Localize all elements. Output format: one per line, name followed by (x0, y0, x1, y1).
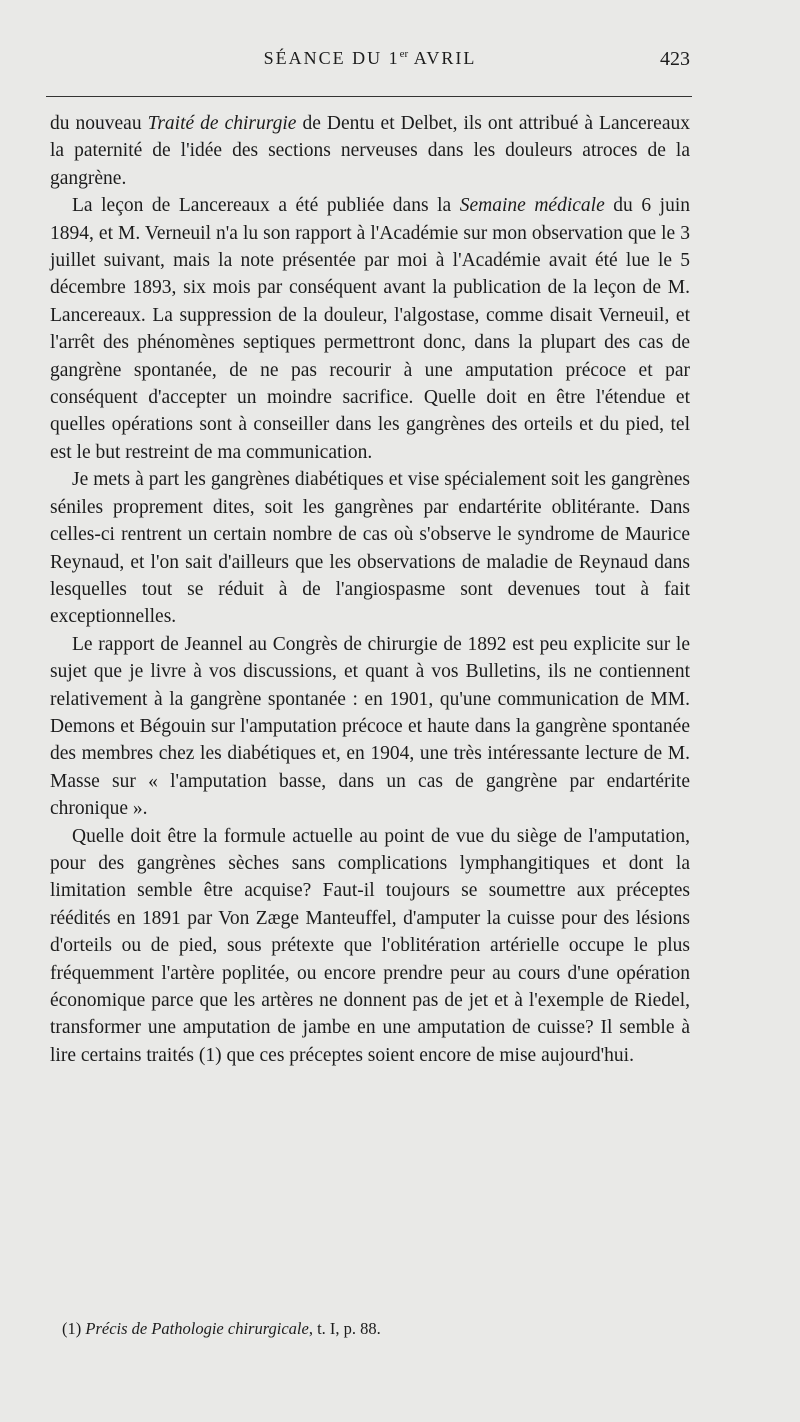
paragraph-1 (50, 110, 690, 192)
book-title-traite: Traité de chirurgie (147, 113, 297, 134)
running-head-month: AVRIL (408, 48, 477, 68)
paragraph-2-start: La leçon de Lancereaux a été publiée dans la (72, 195, 460, 217)
body-text (50, 110, 690, 1069)
running-head (50, 48, 690, 69)
header-rule (46, 96, 692, 97)
paragraph-2-end: du 6 juin 1894, et M. Verneuil n'a lu son rapport à l'Académie sur mon observation que le 3 juillet suivant, mais la note présentée par moi à l'Académie avait été lue le 5 décembre 1893, six mois par conséquent avant la publication de la leçon de M. Lancereaux. La suppression de la douleur, l'algostase, comme disait Verneuil, et l'arrêt des phénomènes septiques permettront donc, dans la plupart des cas de gangrène spontanée, de ne pas recourir à une amputation précoce et par conséquent d'accepter un moindre sacrifice. Quelle doit en être l'étendue et quelles opérations sont à conseiller dans les gangrènes des orteils et du pied, tel est le but restreint de ma communication. (50, 195, 690, 463)
page-number: 423 (660, 48, 690, 70)
footnote-reference: , t. I, p. 88. (308, 1319, 381, 1338)
paragraph-2 (50, 192, 690, 466)
running-head-superscript: er (399, 48, 409, 60)
footnote (62, 1318, 682, 1340)
footnote-marker: (1) (62, 1319, 86, 1338)
paragraph-1-start: du nouveau (50, 113, 148, 134)
journal-title-semaine: Semaine médicale (459, 195, 605, 217)
running-head-text: SÉANCE DU 1 (263, 48, 400, 68)
paragraph-3: Je mets à part les gangrènes diabétiques et vise spécialement soit les gangrènes séniles proprement dites, soit les gangrènes par endartérite oblitérante. Dans celles-ci rentrent un certain nombre de cas où s'observe le syndrome de Maurice Reynaud, et l'on sait d'ailleurs que les observations de maladie de Reynaud dans lesquelles tout se réduit à de l'angiospasme sont devenues tout à fait exceptionnelles. (50, 469, 690, 628)
footnote-book-title: Précis de Pathologie chirurgicale (85, 1319, 309, 1338)
page-header (50, 48, 690, 80)
paragraph-5: Quelle doit être la formule actuelle au point de vue du siège de l'amputation, pour des gangrènes sèches sans complications lymphangitiques et dont la limitation semble être acquise? Faut-il toujours se soumettre aux préceptes réédités en 1891 par Von Zæge Manteuffel, d'amputer la cuisse pour des lésions d'orteils ou de pied, sous prétexte que l'oblitération artérielle occupe le plus fréquemment l'artère poplitée, ou encore prendre peur au cours d'une opération économique parce que les artères ne donnent pas de jet et à l'exemple de Riedel, transformer une amputation de jambe en une amputation de cuisse? Il semble à lire certains traités (1) que ces préceptes soient encore de mise aujourd'hui. (50, 825, 690, 1066)
paragraph-1-end: de Dentu et Delbet, ils ont attribué à Lancereaux la paternité de l'idée des sections nerveuses dans les douleurs atroces de la gangrène. (50, 113, 690, 189)
paragraph-4: Le rapport de Jeannel au Congrès de chirurgie de 1892 est peu explicite sur le sujet que je livre à vos discussions, et quant à vos Bulletins, ils ne contiennent relativement à la gangrène spontanée : en 1901, qu'une communication de MM. Demons et Bégouin sur l'amputation précoce et haute dans la gangrène spontanée des membres chez les diabétiques et, en 1904, une très intéressante lecture de M. Masse sur « l'amputation basse, dans un cas de gangrène par endartérite chronique ». (50, 633, 690, 820)
